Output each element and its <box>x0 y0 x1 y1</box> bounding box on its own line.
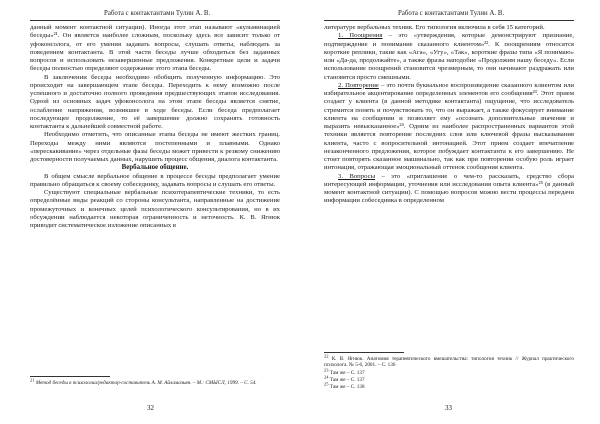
running-header: Работа с контактантами Тулин А. В. <box>104 10 211 17</box>
left-body-text <box>30 24 280 230</box>
header-rule <box>30 20 280 21</box>
section-title: Вербальное общение. <box>121 164 189 172</box>
footnote-marker: 25 <box>324 381 329 387</box>
footnotes <box>324 353 574 391</box>
footnote-text: Там же – С. 137 <box>329 376 365 383</box>
footnote-marker: 24 <box>324 374 329 380</box>
footnote-marker: 21 <box>30 377 35 383</box>
paragraph: данный момент контактной ситуации). Иногда этот этап называют «кульминацией беседы»²¹. Он является наиболее сложным, поскольку здесь все зависит только от уфоконсолога, от его умения задавать вопросы, слушать ответы, наблюдать за поведением контактанта. В этой части беседы лучше обходиться без заданных вопросов и использовать незавершенные предложения. Конкретные цели и задачи беседы полностью определяют содержание этого этапа беседы. <box>30 24 280 73</box>
item-text: – это почти буквальное воспроизведение сказанного клиентом или избирательное акцентирование определенных элементов его сообщения²³. Этот прием создает у клиента (в данной методике контактанта) ощущение, что исследователь стремится понять и почувствовать то, что он выражает, а также фокусирует внимание клиента на сообщении и позволяет ему «осознать дополнительные значения и выразить невысказанное»²⁴. Одним из наиболее распространенных вариантов этой техники является повторение последних слов или ключевой фразы высказывания клиента, часто с вопросительной интонацией. Этот прием создает впечатление незаконченного предложения, которое побуждает контактанта к его завершению. Не стоит повторять сказанное машинально, так как при повторении особую роль играет интонация, отражающая эмоциональный оттенок сообщения клиента. <box>324 81 574 172</box>
footnote <box>324 353 574 369</box>
footnote <box>324 374 574 383</box>
paragraph: В общем смысле вербальное общение в процессе беседы предполагает умение правильно обращаться к своему собеседнику, задавать вопросы и слушать его ответы. <box>30 172 280 188</box>
page-number: 33 <box>445 404 452 412</box>
page-number: 32 <box>147 404 154 412</box>
item-text: – это «утверждения, которые демонстрируют признание, подтверждение и понимание сказанного клиентом»²². К поощрениям относятся короткие реплики, такие как «Ага», «Угу», «Так», короткие фразы типа «Я понимаю» или «Да-да, продолжайте», а также фразы наподобие «Продолжим нашу беседу». Если использование поощрений становится чрезмерным, то они начинают раздражать или становятся просто смешными. <box>324 32 574 81</box>
item-text: – это «приглашение о чем-то рассказать, средство сбора интересующей информации, уточнения или исследования опыта клиента»²⁵ (в данный момент контактной ситуации). С помощью вопросов можно вести процессы передачи информации собеседника в определенном <box>324 172 575 205</box>
footnote-marker: 23 <box>324 366 329 372</box>
footnote <box>30 377 280 386</box>
item-label: 1. Поощрения <box>338 32 383 40</box>
right-body-text <box>324 24 574 206</box>
footnote-rule <box>30 376 110 377</box>
paragraph: В заключении беседы необходимо обобщить полученную информацию. Это происходит на завершающем этапе беседы. Переходить к нему возможно после успешного и достаточно полного проведения предшествующих этапов исследования. Одной из основных задач уфоконсолога на этом этапе беседы является снятие, ослабление напряжения, возникшее в ходе беседы. Если беседа предполагает последующее продолжение, то её завершение должно сохранять готовность контактанта к дальнейшей совместной работе. <box>30 73 280 130</box>
list-item <box>324 82 574 173</box>
footnote <box>324 381 574 391</box>
footnotes <box>30 377 280 387</box>
item-label: 3. Вопросы <box>338 172 376 180</box>
footnote-text: К. В. Ягнюк. Анатомия терапевтического вмешательства: типология техник // Журнал практического психолога. № 5-6, 2001. – С. 136 <box>324 356 574 369</box>
paragraph: Необходимо отметить, что описанные этапы беседы не имеют жестких границ. Переходы между ними являются постепенными и плавными. Однако «перескакивание» через отдельные фазы беседы может привести к резкому снижению достоверности получаемых данных, нарушить процесс общения, диалога контактанта. <box>30 131 280 163</box>
footnote-rule <box>324 352 404 353</box>
paragraph: литературе вербальных техник. Его типология включила в себя 15 категорий. <box>324 24 545 31</box>
header-rule <box>324 20 574 21</box>
item-label: 2. Повторение <box>338 81 379 89</box>
footnote-text: Там же – С. 137 <box>329 369 365 376</box>
footnote <box>324 366 574 376</box>
list-item <box>324 32 574 82</box>
list-item <box>324 173 574 206</box>
running-header: Работа с контактантами Тулин А. В. <box>398 10 505 17</box>
paragraph: Существуют специальные вербальные психотерапевтические техники, то есть определённые виды реакций со стороны консультанта, направленные на достижение промежуточных и конечных целей психологического консультирования, но в их обсуждении наблюдается некоторая ограниченность и неточность. К. В. Ягнюк приводит систематическое изложение описанных в <box>30 189 280 229</box>
footnote-marker: 22 <box>324 353 329 359</box>
footnote-text: Там же – С. 138 <box>329 384 365 391</box>
right-page <box>300 0 600 424</box>
footnote-text: Метод беседы в психологии/редактор-составитель А. М. Айламазьян. – М.: СМЫСЛ, 1999. – С. 54. <box>35 380 257 386</box>
